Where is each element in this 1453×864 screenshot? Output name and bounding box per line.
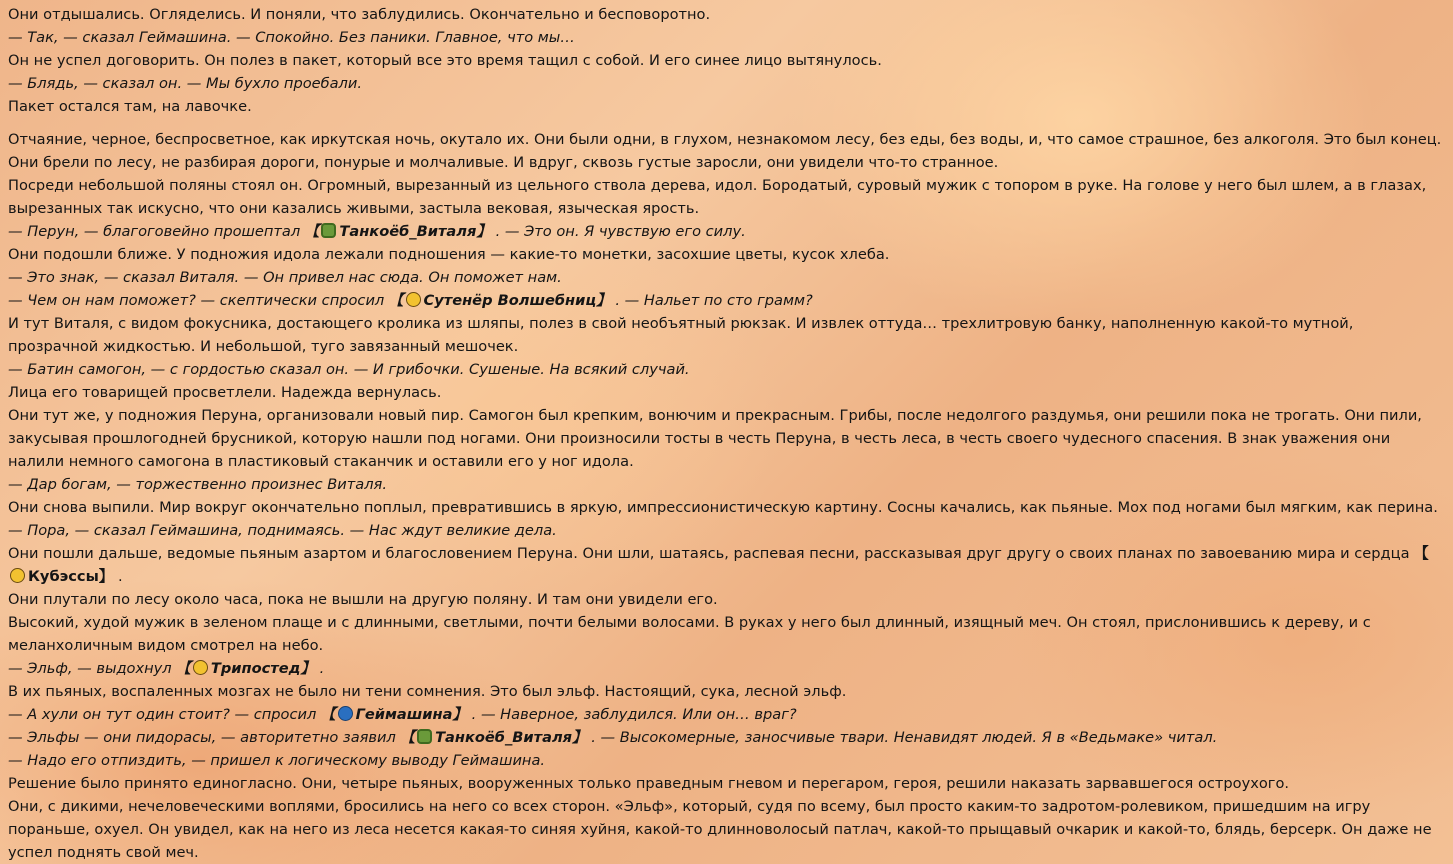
- narration-line: И тут Виталя, с видом фокусника, достающего кролика из шляпы, полез в свой необъятный рюкзак. И извлек оттуда… трехлитровую банку, наполненную какой-то мутной, прозрачной жидкостью. И небольшой, туго завязанный мешочек.: [8, 315, 1354, 355]
- line-text: — Эльфы — они пидорасы, — авторитетно заявил: [8, 729, 401, 746]
- line-text: — Перун, — благоговейно прошептал: [8, 223, 305, 240]
- dialogue-line: — Дар богам, — торжественно произнес Виталя.: [8, 476, 387, 493]
- line-text: — А хули он тут один стоит? — спросил: [8, 706, 321, 723]
- dialogue-line: [8, 703, 1448, 726]
- blue-circle-icon: [338, 706, 353, 721]
- dialogue-line: [8, 289, 1448, 312]
- dialogue-line: — Пора, — сказал Геймашина, поднимаясь. — Нас ждут великие дела.: [8, 522, 557, 539]
- narration-line: Решение было принято единогласно. Они, четыре пьяных, вооруженных только праведным гневом и перегаром, героя, решили наказать зарвавшегося остроухого.: [8, 775, 1290, 792]
- narration-line: Пакет остался там, на лавочке.: [8, 98, 252, 115]
- user-mention-name: Кубэссы: [28, 568, 99, 585]
- narration-line: Они отдышались. Огляделись. И поняли, что заблудились. Окончательно и бесповоротно.: [8, 6, 711, 23]
- dialogue-line: [8, 220, 1448, 243]
- line-text: — Чем он нам поможет? — скептически спросил: [8, 292, 389, 309]
- line-text: Они пошли дальше, ведомые пьяным азартом и благословением Перуна. Они шли, шатаясь, распевая песни, рассказывая друг другу о своих планах по завоеванию мира и сердца: [8, 545, 1415, 562]
- line-text: . — Это он. Я чувствую его силу.: [490, 223, 746, 240]
- narration-line: Они плутали по лесу около часа, пока не вышли на другую поляну. И там они увидели его.: [8, 591, 718, 608]
- user-mention[interactable]: 【Кубэссы】: [8, 545, 1429, 585]
- narration-line: [8, 542, 1448, 588]
- line-text: . — Высокомерные, заносчивые твари. Ненавидят людей. Я в «Ведьмаке» читал.: [586, 729, 1218, 746]
- narration-line: Он не успел договорить. Он полез в пакет, который все это время тащил с собой. И его синее лицо вытянулось.: [8, 52, 882, 69]
- user-mention[interactable]: 【 Танкоёб_Виталя】: [304, 223, 491, 240]
- line-text: .: [315, 660, 325, 677]
- narration-line: Лица его товарищей просветлели. Надежда вернулась.: [8, 384, 442, 401]
- line-text: — Эльф, — выдохнул: [8, 660, 177, 677]
- narration-line: Они, с дикими, нечеловеческими воплями, бросились на него со всех сторон. «Эльф», который, судя по всему, был просто каким-то задротом-ролевиком, пришедшим на игру пораньше, охуел. Он увидел, как на него из леса несется какая-то синяя хуйня, какой-то длинноволосый патлач, какой-то прыщавый очкарик и какой-то, блядь, берсерк. Он даже не успел поднять свой меч.: [8, 798, 1432, 861]
- dialogue-line: [8, 657, 1448, 680]
- user-mention-name: Танкоёб_Виталя: [435, 729, 573, 746]
- user-mention-name: Сутенёр Волшебниц: [423, 292, 597, 309]
- user-mention-name: Геймашина: [355, 706, 453, 723]
- narration-line: В их пьяных, воспаленных мозгах не было ни тени сомнения. Это был эльф. Настоящий, сука, лесной эльф.: [8, 683, 847, 700]
- dialogue-line: — Блядь, — сказал он. — Мы бухло проебали.: [8, 75, 363, 92]
- dialogue-line: — Батин самогон, — с гордостью сказал он. — И грибочки. Сушеные. На всякий случай.: [8, 361, 690, 378]
- face-icon: [193, 660, 208, 675]
- face-icon: [406, 292, 421, 307]
- dialogue-line: — Надо его отпиздить, — пришел к логическому выводу Геймашина.: [8, 752, 546, 769]
- user-mention[interactable]: 【 Трипостед】: [176, 660, 316, 677]
- narration-line: Отчаяние, черное, беспросветное, как иркутская ночь, окутало их. Они были одни, в глухом, незнакомом лесу, без еды, без воды, и, что самое страшное, без алкоголя. Это был конец.: [8, 131, 1442, 148]
- user-mention[interactable]: 【 Танкоёб_Виталя】: [400, 729, 587, 746]
- user-mention-name: Трипостед: [210, 660, 301, 677]
- user-mention[interactable]: 【 Геймашина】: [320, 706, 468, 723]
- face-icon: [10, 568, 25, 583]
- narration-line: Они подошли ближе. У подножия идола лежали подношения — какие-то монетки, засохшие цветы, кусок хлеба.: [8, 246, 890, 263]
- narration-line: Посреди небольшой поляны стоял он. Огромный, вырезанный из цельного ствола дерева, идол. Бородатый, суровый мужик с топором в руке. На голове у него был шлем, а в глазах, вырезанных так искусно, что они казались живыми, застыла вековая, языческая ярость.: [8, 177, 1427, 217]
- dialogue-line: — Так, — сказал Геймашина. — Спокойно. Без паники. Главное, что мы…: [8, 29, 575, 46]
- line-text: . — Наверное, заблудился. Или он… враг?: [467, 706, 797, 723]
- narration-line: Они брели по лесу, не разбирая дороги, понурые и молчаливые. И вдруг, сквозь густые заросли, они увидели что-то странное.: [8, 154, 999, 171]
- narration-line: Они тут же, у подножия Перуна, организовали новый пир. Самогон был крепким, вонючим и прекрасным. Грибы, после недолгого раздумья, они решили пока не трогать. Они пили, закусывая прошлогодней брусникой, которую нашли под ногами. Они произносили тосты в честь Перуна, в честь леса, в честь своего чудесного спасения. В знак уважения они налили немного самогона в пластиковый стаканчик и оставили его у ног идола.: [8, 407, 1422, 470]
- line-text: . — Нальет по сто грамм?: [610, 292, 813, 309]
- dialogue-line: — Это знак, — сказал Виталя. — Он привел нас сюда. Он поможет нам.: [8, 269, 562, 286]
- dialogue-line: [8, 726, 1448, 749]
- narration-line: Они снова выпили. Мир вокруг окончательно поплыл, превратившись в яркую, импрессионистическую картину. Сосны качались, как пьяные. Мох под ногами был мягким, как перина.: [8, 499, 1438, 516]
- narration-line: Высокий, худой мужик в зеленом плаще и с длинными, светлыми, почти белыми волосами. В руках у него был длинный, изящный меч. Он стоял, прислонившись к дереву, и с меланхоличным видом смотрел на небо.: [8, 614, 1371, 654]
- story-text: [8, 3, 1448, 864]
- user-mention[interactable]: 【 Сутенёр Волшебниц】: [388, 292, 611, 309]
- tank-icon: [321, 223, 336, 238]
- line-text: .: [113, 568, 123, 585]
- user-mention-name: Танкоёб_Виталя: [339, 223, 477, 240]
- tank-icon: [417, 729, 432, 744]
